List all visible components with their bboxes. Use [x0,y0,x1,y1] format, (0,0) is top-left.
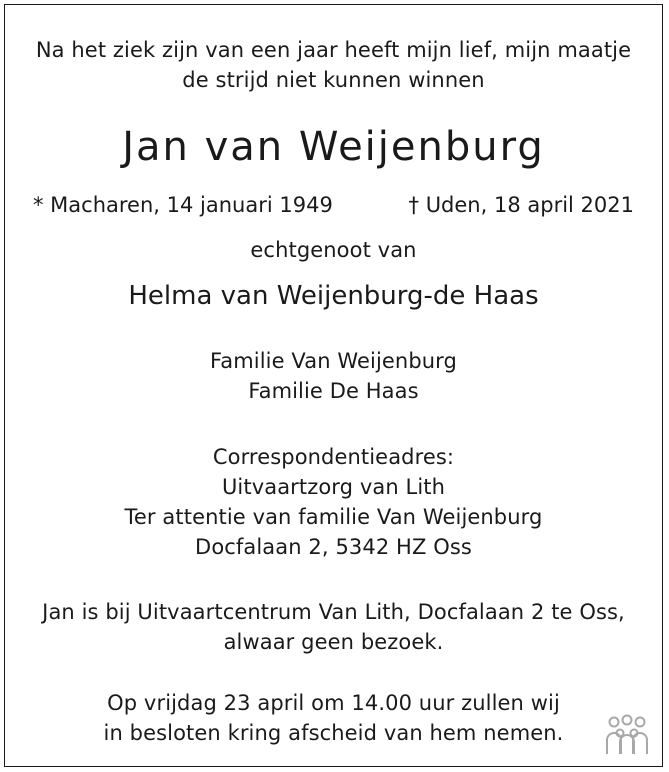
death-notice-card [4,4,663,767]
location-line-2: alwaar geen bezoek. [223,630,444,654]
location-line-1: Jan is bij Uitvaartcentrum Van Lith, Docfalaan 2 te Oss, [42,600,625,624]
correspondence-line-2: Ter attentie van familie Van Weijenburg [124,505,543,529]
people-group-icon [604,714,650,756]
family-line-2: Familie De Haas [248,379,419,403]
birth-date: * Macharen, 14 januari 1949 [33,193,333,217]
farewell-line-2: in besloten kring afscheid van hem nemen. [103,721,564,745]
family-line-1: Familie Van Weijenburg [210,349,457,373]
correspondence-line-1: Uitvaartzorg van Lith [221,475,446,499]
farewell-line-1: Op vrijdag 23 april om 14.00 uur zullen wij [107,691,560,715]
opening-line-2: de strijd niet kunnen winnen [182,68,485,92]
relation-text: echtgenoot van [250,238,417,262]
correspondence-heading: Correspondentieadres: [212,445,455,469]
deceased-name: Jan van Weijenburg [122,124,545,170]
opening-line-1: Na het ziek zijn van een jaar heeft mijn lief, mijn maatje [35,38,632,62]
correspondence-line-3: Docfalaan 2, 5342 HZ Oss [195,535,472,559]
death-date: † Uden, 18 april 2021 [408,193,634,217]
spouse-name: Helma van Weijenburg-de Haas [128,281,539,311]
